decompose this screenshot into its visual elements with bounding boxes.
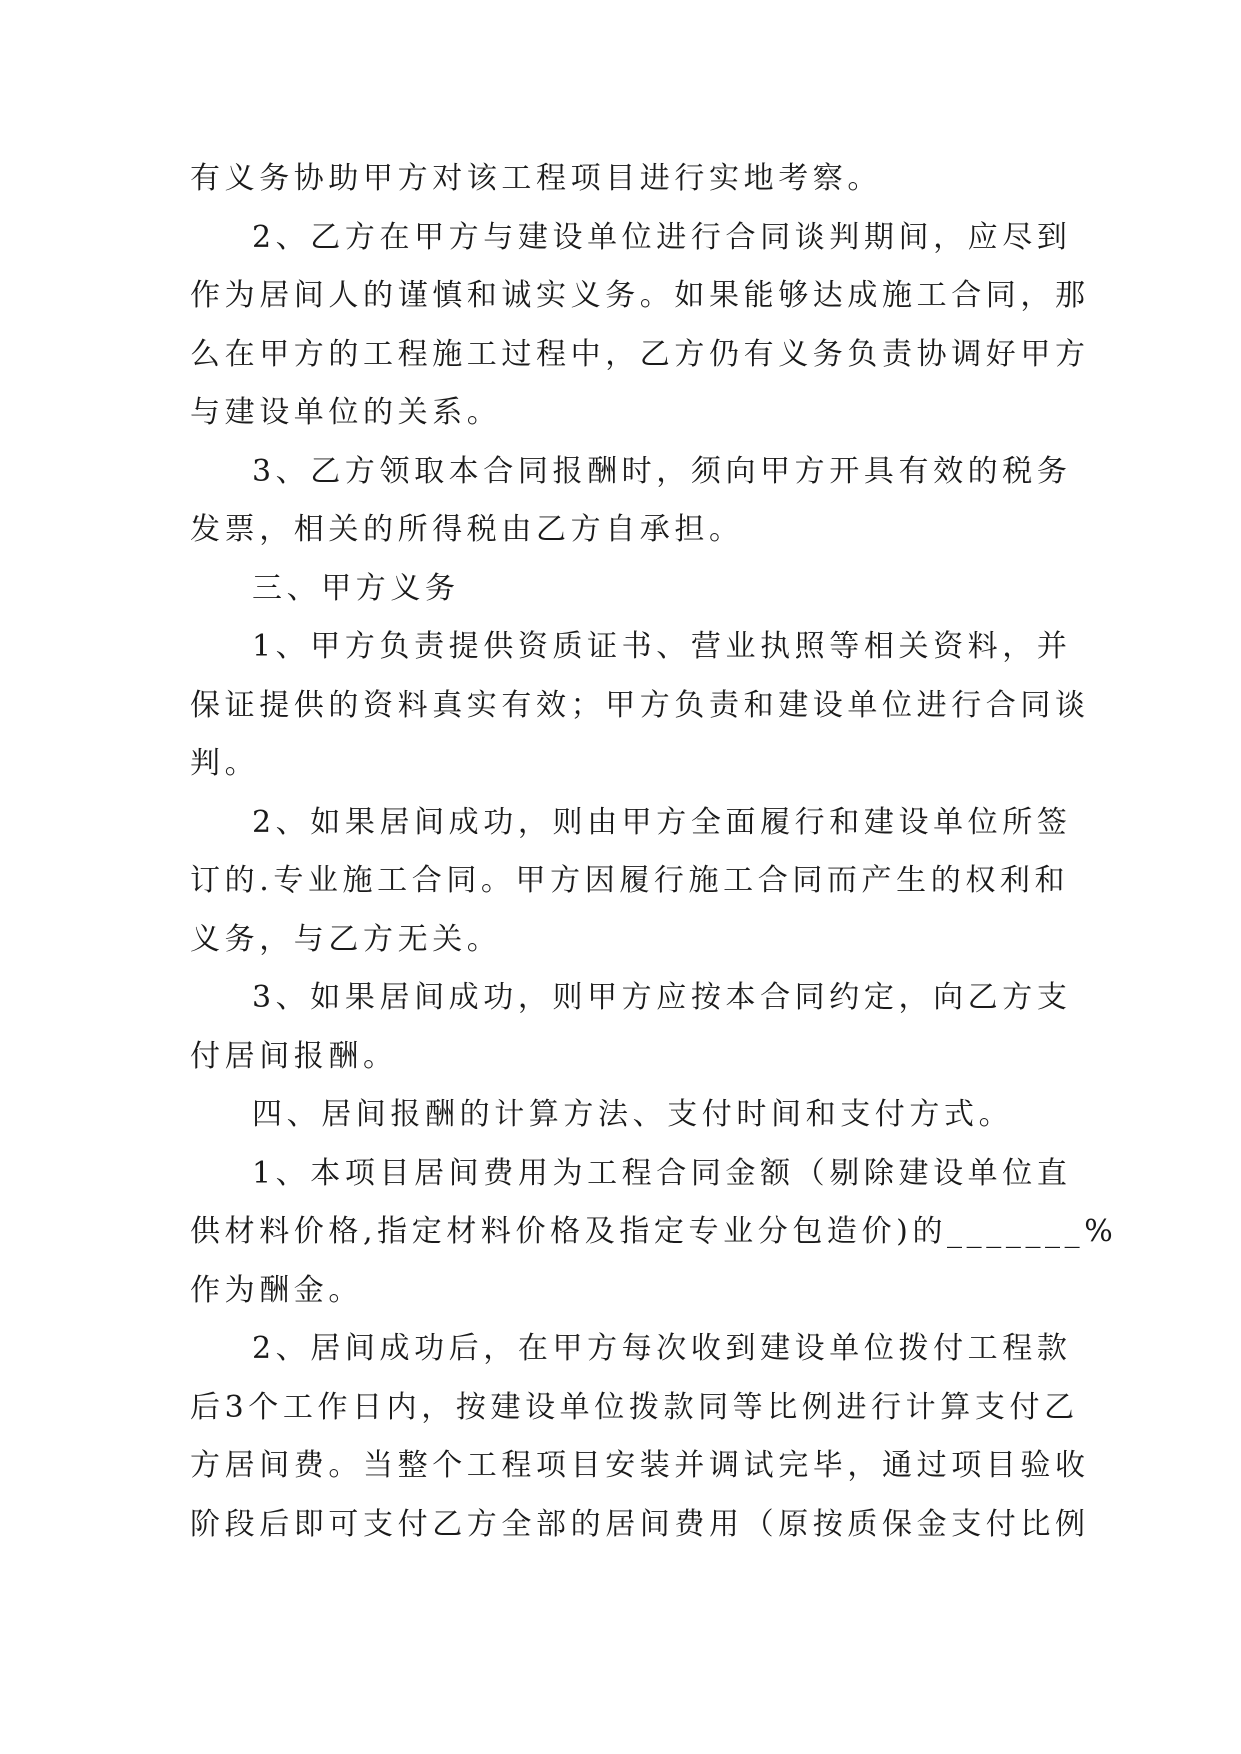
text-line: 作为居间人的谨慎和诚实义务。如果能够达成施工合同，那 <box>190 278 1090 313</box>
text-line: 供材料价格,指定材料价格及指定专业分包造价)的_______% <box>190 1214 1118 1249</box>
text-line: 保证提供的资料真实有效；甲方负责和建设单位进行合同谈 <box>190 687 1090 723</box>
text-line: 么在甲方的工程施工过程中，乙方仍有义务负责协调好甲方 <box>190 336 1090 372</box>
text-line: 1、甲方负责提供资质证书、营业执照等相关资料，并 <box>252 629 1072 664</box>
text-line: 订的.专业施工合同。甲方因履行施工合同而产生的权利和 <box>190 863 1070 898</box>
text-line: 3、如果居间成功，则甲方应按本合同约定，向乙方支 <box>252 980 1072 1015</box>
text-line: 2、如果居间成功，则由甲方全面履行和建设单位所签 <box>252 804 1072 840</box>
text-line: 后3个工作日内，按建设单位拨款同等比例进行计算支付乙 <box>190 1389 1079 1425</box>
text-line: 付居间报酬。 <box>190 1038 398 1074</box>
text-line: 发票，相关的所得税由乙方自承担。 <box>190 512 744 547</box>
text-line: 有义务协助甲方对该工程项目进行实地考察。 <box>190 161 882 196</box>
text-line: 1、本项目居间费用为工程合同金额（剔除建设单位直 <box>252 1155 1072 1191</box>
text-line: 四、居间报酬的计算方法、支付时间和支付方式。 <box>252 1097 1014 1132</box>
text-line: 三、甲方义务 <box>252 570 460 606</box>
text-line: 与建设单位的关系。 <box>190 395 502 430</box>
text-line: 义务，与乙方无关。 <box>190 921 502 957</box>
text-line: 3、乙方领取本合同报酬时，须向甲方开具有效的税务 <box>252 453 1072 489</box>
text-line: 阶段后即可支付乙方全部的居间费用（原按质保金支付比例 <box>190 1506 1090 1542</box>
text-line: 作为酬金。 <box>190 1272 363 1308</box>
text-line: 判。 <box>190 746 260 781</box>
text-line: 2、乙方在甲方与建设单位进行合同谈判期间，应尽到 <box>252 219 1072 255</box>
text-line: 2、居间成功后，在甲方每次收到建设单位拨付工程款 <box>252 1331 1072 1366</box>
text-line: 方居间费。当整个工程项目安装并调试完毕，通过项目验收 <box>190 1448 1090 1483</box>
document-page <box>190 150 1118 1554</box>
